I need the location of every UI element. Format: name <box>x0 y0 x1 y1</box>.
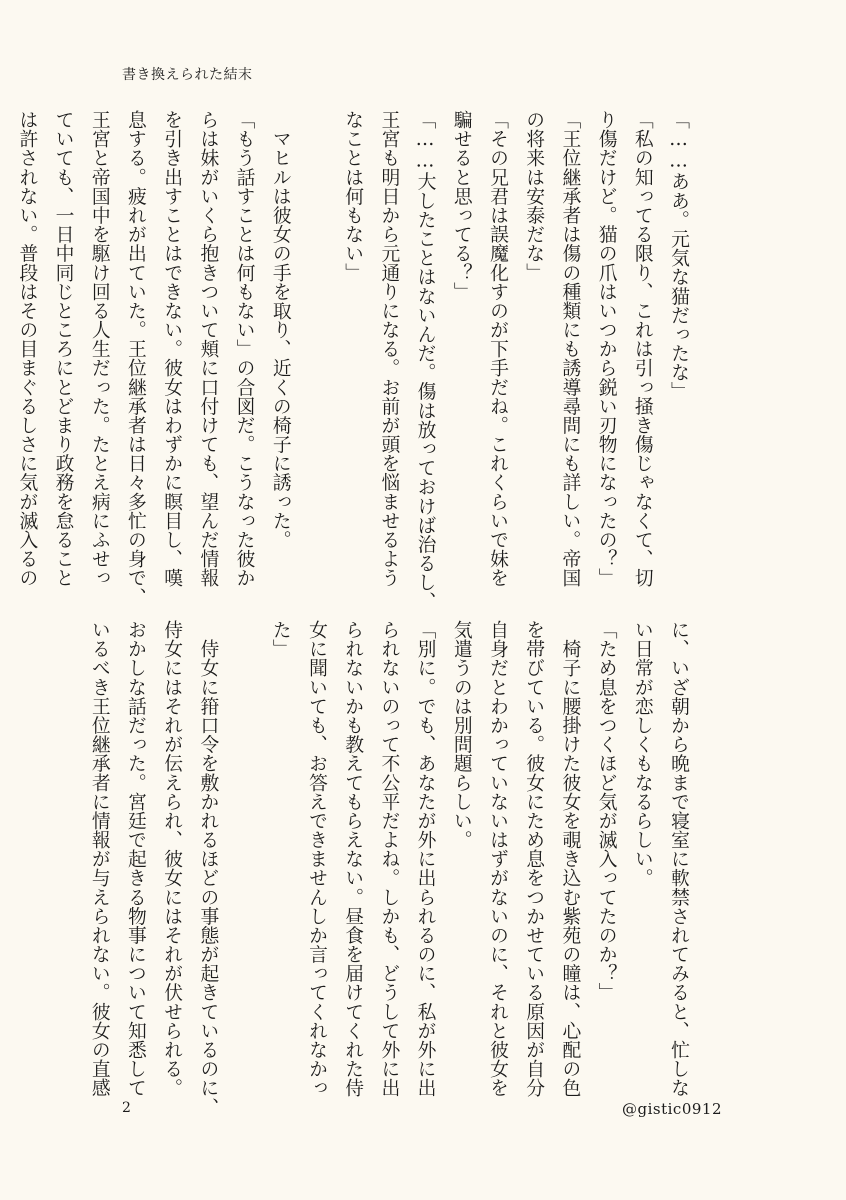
text-column: 「もう話すことは何もない」の合図だ。こうなった彼か <box>233 110 255 588</box>
text-column: ていても、一日中同じところにとどまり政務を怠ること <box>52 110 74 588</box>
text-column: は許されない。普段はその目まぐるしさに気が滅入るの <box>16 110 38 588</box>
upper-text-block <box>8 110 696 611</box>
text-column: 息する。疲れが出ていた。王位継承者は日々多忙の身で、 <box>124 110 146 607</box>
text-column: 「……大したことはないんだ。傷は放っておけば治るし、 <box>414 110 436 611</box>
text-column <box>298 110 334 580</box>
text-column: 侍女に箝口令を敷かれるほどの事態が起きているのに、 <box>197 620 219 1117</box>
text-column: り傷だけど。猫の爪はいつから鋭い刃物になったの？」 <box>595 110 617 588</box>
text-column: 気遣うのは別問題らしい。 <box>450 620 472 850</box>
text-column: おかしな話だった。宮廷で起きる物事について知悉して <box>124 620 146 1098</box>
text-column: マヒルは彼女の手を取り、近くの椅子に誘った。 <box>269 110 291 550</box>
text-column: いるべき王位継承者に情報が与えられない。彼女の直感 <box>88 620 110 1098</box>
text-column: らは妹がいくら抱きついて頬に口付けても、望んだ情報 <box>197 110 219 588</box>
text-column: 「その兄君は誤魔化すのが下手だね。これくらいで妹を <box>486 110 508 588</box>
text-column: 騙せると思ってる？」 <box>450 110 472 301</box>
text-column: なことは何もない」 <box>342 110 364 282</box>
text-column: に、いざ朝から晩まで寝室に軟禁されてみると、忙しな <box>668 620 689 1098</box>
text-column: 侍女にはそれが伝えられ、彼女にはそれが伏せられる。 <box>161 620 183 1098</box>
text-column <box>225 620 261 1090</box>
text-column: 「王位継承者は傷の種類にも誘導尋問にも詳しい。帝国 <box>559 110 581 588</box>
text-column: 椅子に腰掛けた彼女を覗き込む紫苑の瞳は、心配の色 <box>559 620 581 1098</box>
text-column: 王宮も明日から元通りになる。お前が頭を悩ませるよう <box>378 110 400 588</box>
running-title: 書き換えられた結末 <box>122 67 253 83</box>
author-handle: @gistic0912 <box>622 1100 722 1118</box>
text-column: 自身だとわかっていないはずがないのに、それと彼女を <box>486 620 508 1098</box>
text-column: を帯びている。彼女にため息をつかせている原因が自分 <box>523 620 545 1098</box>
page-number: 2 <box>122 1100 131 1116</box>
text-column: の将来は安泰だな」 <box>523 110 545 282</box>
text-column: 王宮と帝国中を駆け回る人生だった。たとえ病にふせっ <box>88 110 110 588</box>
text-column: られないのって不公平だよね。しかも、どうして外に出 <box>378 620 400 1098</box>
text-column: られないかも教えてもらえない。昼食を届けてくれた侍 <box>342 620 364 1098</box>
text-column: 「別に。でも、あなたが外に出られるのに、私が外に出 <box>414 620 436 1098</box>
text-column: 「……ああ。元気な猫だったな」 <box>668 110 689 401</box>
text-column: た」 <box>269 620 291 659</box>
text-column: 「ため息をつくほど気が滅入ってたのか？」 <box>595 620 617 1002</box>
text-column: 「私の知ってる限り、これは引っ掻き傷じゃなくて、切 <box>631 110 653 588</box>
text-column: 女に聞いても、お答えできませんしか言ってくれなかっ <box>305 620 327 1098</box>
text-column: を引き出すことはできない。彼女はわずかに瞑目し、嘆 <box>161 110 183 588</box>
text-column: い日常が恋しくもなるらしい。 <box>631 620 653 888</box>
